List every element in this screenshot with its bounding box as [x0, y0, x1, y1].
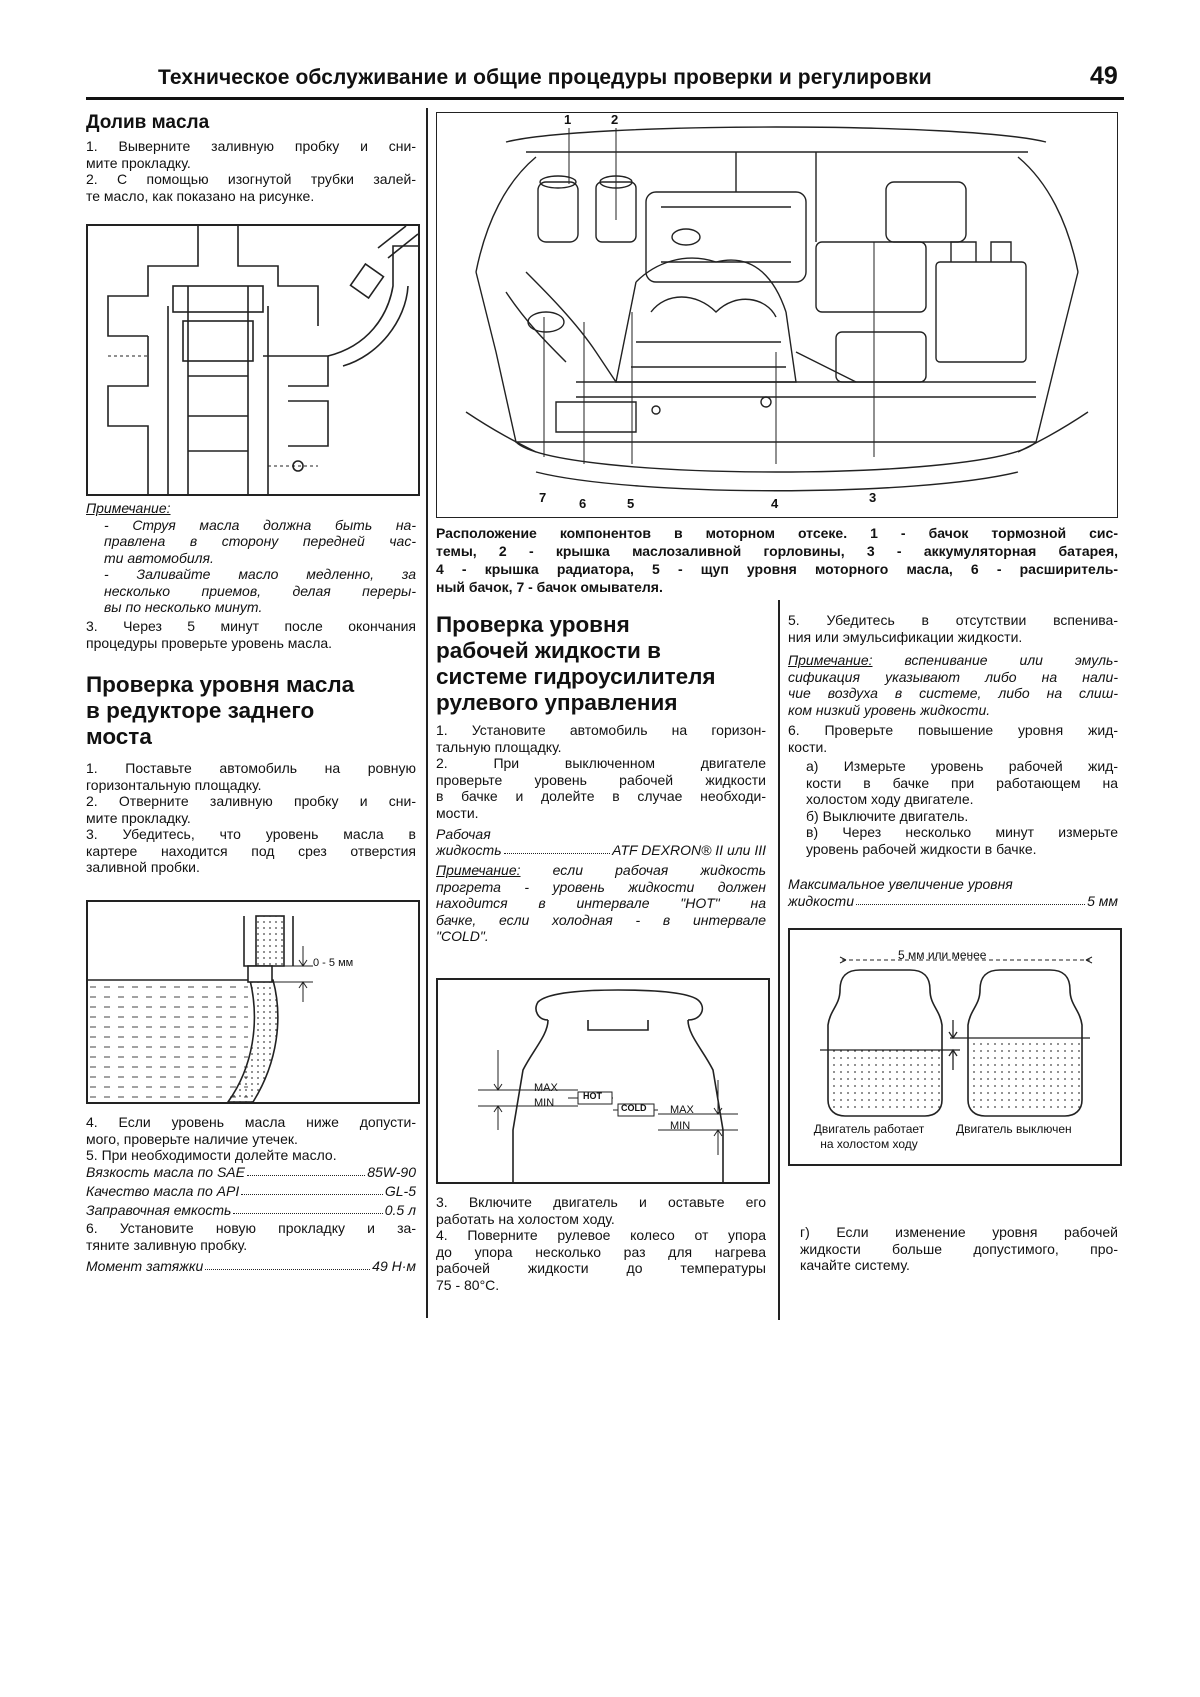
caption-line: 4 - крышка радиатора, 5 - щуп уровня моторного масла, 6 - расширитель-	[436, 561, 1118, 577]
text-line: картере находится под срез отверстия	[86, 842, 416, 859]
text-line: "COLD".	[436, 928, 489, 944]
callout-4: 4	[771, 496, 779, 511]
spec-value: 85W-90	[367, 1164, 416, 1180]
caption-line: темы, 2 - крышка маслозаливной горловины, 3 - аккумуляторная батарея,	[436, 543, 1118, 559]
text-line: жидкости больше допустимого, про-	[800, 1240, 1118, 1257]
engine-bay-caption	[436, 524, 1118, 596]
label-max-right: MAX	[670, 1104, 694, 1116]
text-line: кости в бачке при работающем на	[806, 774, 1118, 791]
text-line: тальную площадку.	[436, 738, 562, 755]
heading-line: рулевого управления	[436, 690, 678, 715]
heading-line: системе гидроусилителя	[436, 664, 716, 689]
text-line: проверьте уровень рабочей жидкости	[436, 771, 766, 788]
text-line: заливной пробки.	[86, 859, 200, 875]
text-line: холостом ходу двигателе.	[806, 791, 974, 807]
col3-substeps	[806, 758, 1118, 857]
level-increase-figure	[788, 928, 1122, 1166]
spec-label: жидкость	[436, 842, 502, 858]
callout-3: 3	[869, 490, 877, 505]
text-line: вы по несколько минут.	[104, 599, 263, 615]
rear-diff-steps	[86, 760, 416, 876]
text-line: тяните заливную пробку.	[86, 1236, 248, 1253]
text-line: бачке, если холодная - в интервале	[436, 911, 766, 928]
psf-after-fig	[436, 1194, 766, 1293]
label-cold: COLD	[621, 1103, 647, 1113]
callout-5: 5	[627, 496, 635, 511]
text-line: несколько приемов, делая переры-	[104, 582, 416, 599]
text-line: мите прокладку.	[86, 809, 191, 826]
label-min-right: MIN	[670, 1120, 691, 1132]
rear-diff-step6	[86, 1220, 416, 1253]
text-line: б) Выключите двигатель.	[806, 807, 969, 824]
text-line: в) Через несколько минут измерьте	[806, 824, 1118, 840]
psf-heading	[436, 612, 716, 716]
callout-2: 2	[611, 112, 619, 127]
text-line: правлена в сторону передней час-	[104, 533, 416, 549]
note-label: Примечание:	[436, 862, 521, 878]
text-line: г) Если изменение уровня рабочей	[800, 1224, 1118, 1240]
label-engine-off: Двигатель выключен	[956, 1122, 1072, 1136]
spec-label: Вязкость масла по SAE	[86, 1164, 245, 1180]
heading-line: моста	[86, 724, 152, 749]
text-line: 5. Убедитесь в отсутствии вспенива-	[788, 612, 1118, 628]
label-min-left: MIN	[534, 1097, 555, 1109]
leader-dots	[241, 1194, 383, 1195]
caption-line: ный бачок, 7 - бачок омывателя.	[436, 579, 663, 595]
label-5mm-or-less: 5 мм или менее	[898, 948, 987, 962]
ps-reservoir-drawing	[438, 980, 768, 1182]
col3-step-g	[800, 1224, 1118, 1274]
text-line: 3. Включите двигатель и оставьте его	[436, 1194, 766, 1210]
heading-line: Проверка уровня масла	[86, 672, 355, 697]
text-line: 6. Установите новую прокладку и за-	[86, 1220, 416, 1236]
text-line: качайте систему.	[800, 1257, 910, 1273]
col3-step6	[788, 722, 1118, 755]
col3-step5	[788, 612, 1118, 645]
running-header-title: Техническое обслуживание и общие процедуры проверки и регулировки	[158, 66, 932, 89]
spec-capacity	[86, 1202, 416, 1218]
rear-diff-drawing	[88, 902, 418, 1102]
rear-diff-after-fig	[86, 1114, 416, 1164]
psf-note	[436, 862, 766, 945]
text-line: в бачке и долейте в случае необходи-	[436, 788, 766, 804]
oil-fill-step3	[86, 618, 416, 651]
note-label: Примечание:	[86, 500, 171, 516]
text-line: мого, проверьте наличие утечек.	[86, 1130, 298, 1147]
text-line: прогрета - уровень жидкости должен	[436, 878, 766, 895]
label-line: Двигатель работает	[813, 1122, 925, 1136]
heading-line: Проверка уровня	[436, 612, 630, 637]
text-line: ти автомобиля.	[104, 549, 214, 566]
engine-bay-drawing	[436, 112, 1118, 518]
text-line: те масло, как показано на рисунке.	[86, 187, 315, 204]
spec-api	[86, 1183, 416, 1199]
text-line: чие воздуха в системе, либо на слиш-	[788, 685, 1118, 701]
spec-viscosity	[86, 1164, 416, 1180]
text-line: до упора несколько раз для нагрева	[436, 1243, 766, 1260]
caption-line: Расположение компонентов в моторном отсеке. 1 - бачок тормозной сис-	[436, 525, 1118, 541]
leader-dots	[205, 1269, 370, 1270]
leader-dots	[233, 1213, 382, 1214]
rear-diff-figure	[86, 900, 420, 1104]
label-max-left: MAX	[534, 1082, 558, 1094]
spec-label: Качество масла по API	[86, 1183, 240, 1199]
page-number: 49	[1090, 62, 1118, 90]
text-line: вспенивание или эмуль-	[872, 652, 1118, 668]
label-line: на холостом ходу	[820, 1137, 918, 1151]
text-line: ком низкий уровень жидкости.	[788, 701, 991, 718]
leader-dots	[856, 904, 1085, 905]
label-hot: HOT	[583, 1091, 602, 1101]
text-line: 2. При выключенном двигателе	[436, 755, 766, 771]
text-line: 3. Через 5 минут после окончания	[86, 618, 416, 634]
column-divider-right	[778, 600, 780, 1320]
oil-fill-steps	[86, 138, 416, 204]
spec-fluid	[436, 842, 766, 858]
callout-1: 1	[564, 112, 572, 127]
spec-label: жидкости	[788, 893, 855, 909]
col3-note	[788, 652, 1118, 718]
spec-value: ATF DEXRON® II или III	[612, 842, 766, 858]
heading-line: рабочей жидкости в	[436, 638, 661, 663]
column-divider-left	[426, 108, 428, 1318]
text-line: мите прокладку.	[86, 154, 191, 171]
text-line: 4. Поверните рулевое колесо от упора	[436, 1227, 766, 1243]
text-line: 1. Поставьте автомобиль на ровную	[86, 760, 416, 776]
text-line: 1. Выверните заливную пробку и сни-	[86, 138, 416, 154]
fig-label-0-5mm: 0 - 5 мм	[313, 957, 354, 969]
text-line: если рабочая жидкость	[520, 862, 766, 878]
text-line: кости.	[788, 738, 828, 755]
leader-dots	[247, 1175, 365, 1176]
header-rule	[86, 97, 1124, 100]
callout-7: 7	[539, 490, 547, 505]
oil-fill-note	[86, 500, 416, 616]
text-line: сификация указывают либо на нали-	[788, 668, 1118, 685]
text-line: 2. С помощью изогнутой трубки залей-	[86, 171, 416, 187]
oil-fill-drawing	[88, 226, 418, 494]
text-line: 75 - 80°С.	[436, 1276, 500, 1293]
text-line: 1. Установите автомобиль на горизон-	[436, 722, 766, 738]
spec-max-increase	[788, 893, 1118, 909]
spec-value: GL-5	[384, 1183, 416, 1199]
text-line: процедуры проверьте уровень масла.	[86, 634, 333, 651]
fluid-label-1: Рабочая	[436, 826, 491, 842]
text-line: мости.	[436, 804, 479, 821]
text-line: ния или эмульсификации жидкости.	[788, 628, 1023, 645]
text-line: 5. При необходимости долейте масло.	[86, 1147, 337, 1163]
text-line: 3. Убедитесь, что уровень масла в	[86, 826, 416, 842]
spec-label: Заправочная емкость	[86, 1202, 232, 1218]
ps-reservoir-figure	[436, 978, 770, 1184]
text-line: - Заливайте масло медленно, за	[104, 566, 416, 582]
max-increase-label: Максимальное увеличение уровня	[788, 876, 1013, 892]
oil-fill-figure	[86, 224, 420, 496]
spec-torque	[86, 1258, 416, 1274]
text-line: уровень рабочей жидкости в бачке.	[806, 840, 1037, 857]
spec-value: 0.5 л	[384, 1202, 416, 1218]
label-engine-idle	[794, 1122, 944, 1152]
heading-line: в редукторе заднего	[86, 698, 315, 723]
engine-bay-figure	[436, 112, 1118, 518]
text-line: работать на холостом ходу.	[436, 1210, 615, 1227]
spec-value: 49 Н·м	[372, 1258, 416, 1274]
psf-steps	[436, 722, 766, 821]
text-line: находится в интервале "HOT" на	[436, 895, 766, 911]
spec-label: Момент затяжки	[86, 1258, 204, 1274]
text-line: горизонтальную площадку.	[86, 776, 262, 793]
text-line: рабочей жидкости до температуры	[436, 1260, 766, 1276]
text-line: - Струя масла должна быть на-	[104, 516, 416, 533]
spec-value: 5 мм	[1087, 893, 1118, 909]
callout-6: 6	[579, 496, 587, 511]
leader-dots	[504, 853, 611, 854]
text-line: 6. Проверьте повышение уровня жид-	[788, 722, 1118, 738]
text-line: 2. Отверните заливную пробку и сни-	[86, 793, 416, 809]
note-label: Примечание:	[788, 652, 873, 668]
text-line: а) Измерьте уровень рабочей жид-	[806, 758, 1118, 774]
text-line: 4. Если уровень масла ниже допусти-	[86, 1114, 416, 1130]
oil-fill-heading: Долив масла	[86, 112, 210, 133]
rear-diff-heading	[86, 672, 354, 750]
